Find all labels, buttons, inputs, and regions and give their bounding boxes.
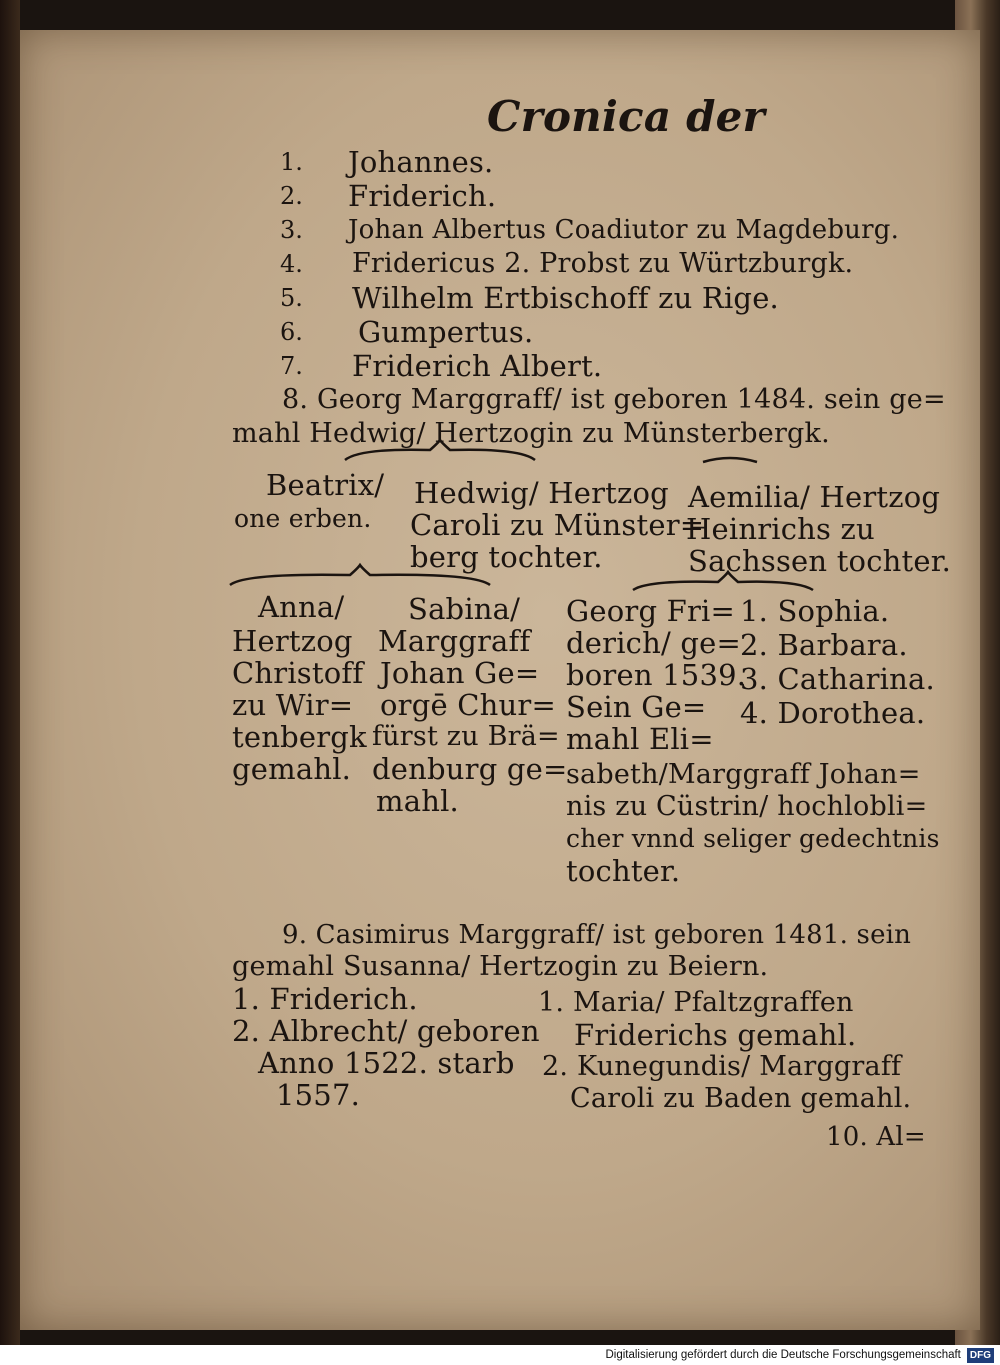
list-item: Fridericus 2. Probst zu Würtzburgk.: [352, 248, 854, 279]
entry-9-child-right: 2. Kunegundis/ Marggraff: [542, 1051, 902, 1082]
list-item: Friderich Albert.: [352, 349, 603, 383]
sabina-line: fürst zu Brä=: [372, 721, 560, 752]
list-number: 1.: [280, 148, 303, 176]
footer-credit: Digitalisierung gefördert durch die Deutsche Forschungsgemeinschaft: [605, 1349, 961, 1361]
list-number: 6.: [280, 318, 303, 346]
entry-9-line-1: 9. Casimirus Marggraff/ ist geboren 1481. sein: [282, 920, 912, 950]
daughter-item: 4. Dorothea.: [740, 696, 926, 730]
catchword: 10. Al=: [826, 1122, 926, 1152]
entry-8-line-1: 8. Georg Marggraff/ ist geboren 1484. sein ge=: [282, 384, 946, 415]
list-item: Wilhelm Ertbischoff zu Rige.: [352, 281, 779, 315]
anna-line: Hertzog: [232, 624, 353, 658]
list-number: 3.: [280, 216, 303, 244]
georg-friderich-line: mahl Eli=: [566, 722, 714, 756]
entry-9-child-left: 1. Friderich.: [232, 982, 418, 1016]
list-number: 7.: [280, 352, 303, 380]
book-cover-edge: [0, 0, 20, 1345]
list-item: Johan Albertus Coadiutor zu Magdeburg.: [348, 215, 900, 245]
georg-friderich-line: derich/ ge=: [566, 626, 741, 660]
entry-9-child-left: 1557.: [276, 1078, 361, 1112]
hedwig-line: berg tochter.: [410, 540, 603, 574]
running-header: Cronica der: [487, 92, 765, 141]
entry-9-child-left: 2. Albrecht/ geboren: [232, 1014, 540, 1048]
hedwig-line: Hedwig/ Hertzog: [414, 476, 669, 510]
sabina-line: denburg ge=: [372, 752, 568, 786]
list-number: 2.: [280, 182, 303, 210]
aemilia-line: Sachssen tochter.: [688, 544, 952, 578]
hedwig-line: Caroli zu Münster=: [410, 508, 705, 542]
beatrix-line: one erben.: [234, 504, 372, 533]
brace-hedwig: [340, 440, 540, 470]
brace-aemilia: [700, 450, 760, 470]
daughter-item: 2. Barbara.: [740, 628, 908, 662]
anna-line: tenbergk: [232, 720, 367, 754]
anna-line: Anna/: [258, 590, 345, 624]
entry-9-child-right: Friderichs gemahl.: [574, 1018, 857, 1052]
entry-8-line-2: mahl Hedwig/ Hertzogin zu Münsterbergk.: [232, 418, 830, 449]
sabina-line: mahl.: [376, 784, 459, 818]
list-number: 4.: [280, 250, 303, 278]
digitization-footer: [0, 1345, 1000, 1365]
georg-friderich-line: Sein Ge=: [566, 690, 707, 724]
anna-line: Christoff: [232, 656, 364, 690]
entry-9-line-2: gemahl Susanna/ Hertzogin zu Beiern.: [232, 951, 769, 982]
daughter-item: 3. Catharina.: [740, 662, 935, 696]
dfg-logo: DFG: [967, 1348, 994, 1363]
daughter-item: 1. Sophia.: [740, 594, 890, 628]
list-number: 5.: [280, 284, 303, 312]
sabina-line: orgē Chur=: [380, 688, 556, 722]
sabina-line: Johan Ge=: [380, 656, 540, 690]
anna-line: gemahl.: [232, 752, 352, 786]
beatrix-line: Beatrix/: [266, 468, 385, 502]
georg-friderich-line: boren 1539.: [566, 658, 747, 692]
sabina-line: Marggraff: [378, 624, 531, 658]
entry-9-child-right: 1. Maria/ Pfaltzgraffen: [538, 987, 854, 1018]
list-item: Friderich.: [348, 179, 497, 213]
georg-friderich-cont: sabeth/Marggraff Johan=: [566, 759, 921, 790]
sabina-line: Sabina/: [408, 592, 521, 626]
entry-9-child-left: Anno 1522. starb: [258, 1046, 515, 1080]
entry-9-child-right: Caroli zu Baden gemahl.: [570, 1083, 912, 1114]
anna-line: zu Wir=: [232, 688, 354, 722]
georg-friderich-cont: cher vnnd seliger gedechtnis: [566, 824, 940, 853]
list-item: Johannes.: [348, 145, 494, 179]
list-item: Gumpertus.: [358, 315, 534, 349]
aemilia-line: Aemilia/ Hertzog: [688, 480, 941, 514]
georg-friderich-cont: tochter.: [566, 854, 681, 888]
georg-friderich-line: Georg Fri=: [566, 594, 735, 628]
aemilia-line: Heinrichs zu: [686, 512, 875, 546]
georg-friderich-cont: nis zu Cüstrin/ hochlobli=: [566, 791, 928, 822]
